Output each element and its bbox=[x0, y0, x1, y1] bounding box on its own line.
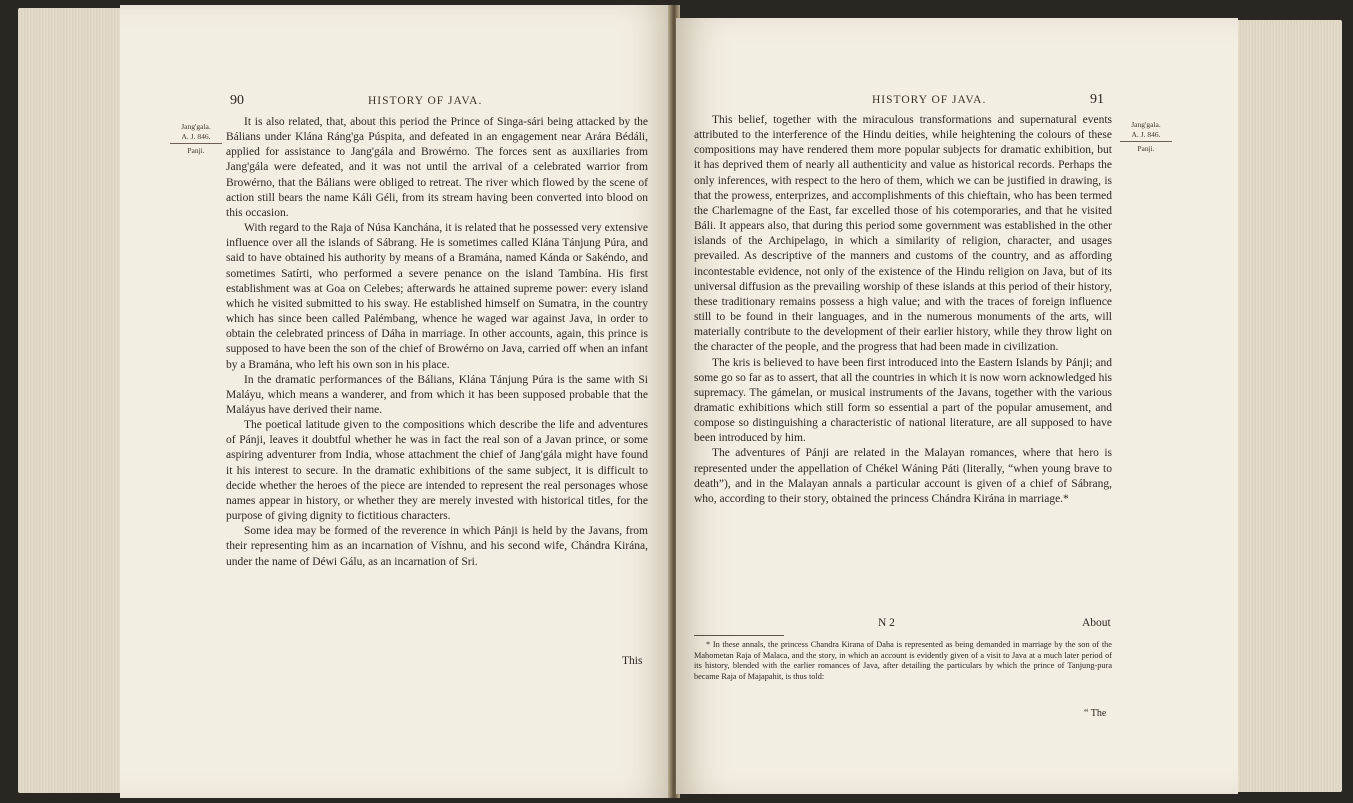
margin-note-line: Panji. bbox=[1137, 144, 1155, 153]
left-page bbox=[120, 5, 673, 798]
right-page-edges bbox=[1232, 20, 1342, 792]
signature-mark: N 2 bbox=[878, 617, 895, 629]
paragraph: The kris is believed to have been first introduced into the Eastern Islands by Pánji; and some go so far as to assert, that all the countries in which it is now worn acknowledged his supremacy. The gámelan, or musical instruments of the Javans, together with the various dramatic exhibitions which still form so essential a part of the popular amusement, and compose so distinguishing a characteristic of national literature, are all supposed to have been introduced by him. bbox=[694, 356, 1112, 445]
paragraph: In the dramatic performances of the Bálians, Klána Tánjung Púra is the same with Si Maláyu, which means a wanderer, and from which it has been supposed probable that the Maláyus have derived their name. bbox=[226, 373, 648, 416]
right-body-text bbox=[694, 113, 1112, 507]
paragraph: Some idea may be formed of the reverence in which Pánji is held by the Javans, from their representing him as an incarnation of Víshnu, and his second wife, Chándra Kirána, under the name of Déwi Gálu, as an incarnation of Sri. bbox=[226, 525, 648, 568]
margin-note-line: Panji. bbox=[187, 146, 205, 155]
margin-note-line: Jang'gala. bbox=[181, 122, 211, 131]
left-page-edges bbox=[18, 8, 128, 793]
right-page bbox=[676, 18, 1238, 794]
footnote-text: * In these annals, the princess Chandra Kirana of Daha is represented as being demanded in marriage by the son of the Mahometan Raja of Malaca, and the story, in which an account is evidently given of a visit to Java at a much later period of its history, blended with the earlier romances of Java, after detailing the particulars by which the prince of Tanjung-pura became Raja of Majapahit, is thus told: bbox=[694, 640, 1112, 681]
paragraph: The poetical latitude given to the compositions which describe the life and adventures of Pánji, leaves it doubtful whether he was in fact the real son of a Javan prince, or some aspiring adventurer from India, whose attachment the chief of Jang'gála might have found it his interest to secure. In the dramatic exhibitions of the same subject, it is difficult to decide whether the heroes of the piece are intended to represent the real personages whose names appear in history, or whether they are merely invested with historical titles, for the purpose of giving dignity to fictitious characters. bbox=[226, 419, 648, 523]
paragraph: This belief, together with the miraculous transformations and supernatural events attributed to the interference of the Hindu deities, while heightening the colours of these compositions may have rendered them more popular subjects for dramatic exhibition, but it has deprived them of nearly all authenticity and value as historical records. Perhaps the only inferences, with respect to the hero of them, which we can be justified in drawing, is that the prowess, enterprizes, and accomplishments of this chieftain, who has been termed the Charlemagne of the East, far excelled those of his cotemporaries, and that he visited Báli. It appears also, that during this period some government was established in the other islands of the Archipelago, in which a similarity of religion, character, and usages prevailed. As descriptive of the manners and customs of the country, and as affording incontestable evidence, not only of the existence of the Hindu religion on Java, but of its universal diffusion as the prevailing worship of these islands at this period of their history, these traditionary remains possess a high value; and with the traces of foreign influence still to be found in their languages, and in the numerous monuments of the arts, will materially contribute to the development of their earlier history, while they throw light on the character of the people, and the progress that had been made in civilization. bbox=[694, 114, 1112, 354]
right-catchword: “ The bbox=[1084, 708, 1107, 719]
right-margin-note bbox=[1120, 120, 1172, 154]
margin-note-line: A. J. 846. bbox=[1120, 130, 1172, 143]
left-body-text bbox=[226, 115, 648, 570]
margin-note-line: Jang'gala. bbox=[1131, 120, 1161, 129]
right-running-head: HISTORY OF JAVA. bbox=[872, 94, 987, 106]
left-catchword: This bbox=[622, 655, 643, 667]
left-running-head: HISTORY OF JAVA. bbox=[368, 95, 483, 107]
left-page-number: 90 bbox=[230, 93, 244, 108]
paragraph: With regard to the Raja of Núsa Kanchána, it is related that he possessed very extensive influence over all the islands of Sábrang. He is sometimes called Klána Tánjung Púra, and said to have obtained his authority by means of a Bramána, named Kánda or Sakéndo, and sometimes Satírti, who performed a severe penance on the island Tambína. His first establishment was at Goa on Celebes; afterwards he attained supreme power: every island which he visited submitted to his sway. He established himself on Sumatra, in the country which has since been called Palémbang, whence he waged war against Java, in order to obtain the celebrated princess of Dáha in marriage. In other accounts, again, this prince is supposed to have been the son of the chief of Browérno on Java, carried off when an infant by a Bramána, who left his own son in his place. bbox=[226, 222, 648, 371]
footnote bbox=[694, 640, 1112, 682]
right-catchword-top: About bbox=[1082, 617, 1111, 629]
footnote-rule bbox=[694, 635, 784, 636]
left-margin-note bbox=[170, 122, 222, 156]
right-page-number: 91 bbox=[1090, 92, 1104, 107]
paragraph: The adventures of Pánji are related in the Malayan romances, where that hero is represented under the appellation of Chékel Wáning Páti (literally, “when young brave to death”), and in the Malayan annals a particular account is given of a chief of Sábrang, who, according to their story, obtained the princess Chándra Kirána in marriage.* bbox=[694, 447, 1112, 505]
margin-note-line: A. J. 846. bbox=[170, 132, 222, 145]
paragraph: It is also related, that, about this period the Prince of Singa-sári being attacked by the Bálians under Klána Ráng'ga Púspita, and defeated in an engagement near Arára Bédáli, applied for assistance to Jang'gála and Browérno. The forces sent as auxiliaries from Jang'gála were defeated, and it was not until the arrival of a celebrated warrior from Browérno, that the Bálians were obliged to retreat. The river which flowed by the scene of action still bears the name Káli Géli, from its stream having been converted into blood on this occasion. bbox=[226, 116, 648, 219]
